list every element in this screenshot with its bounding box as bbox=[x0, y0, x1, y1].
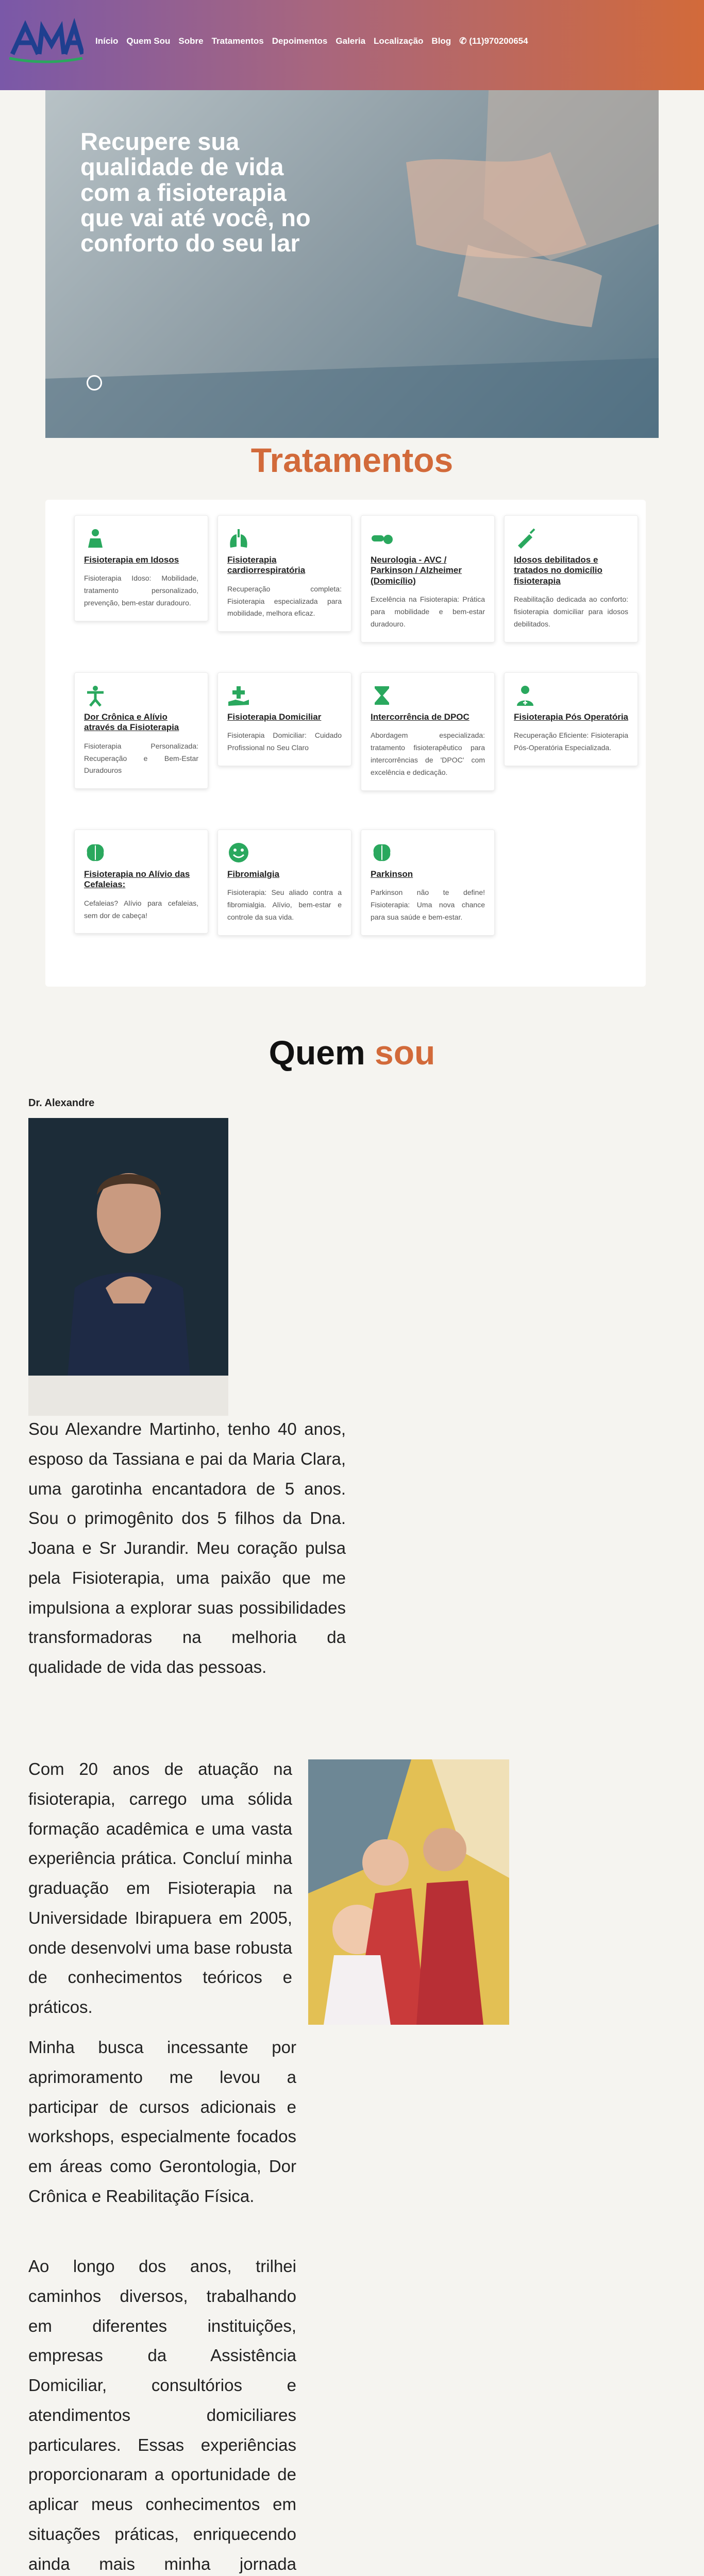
treatment-card[interactable] bbox=[74, 829, 208, 934]
brain-icon bbox=[84, 841, 107, 864]
treatment-title: Dor Crônica e Alívio através da Fisioterapia bbox=[84, 712, 179, 733]
nav-phone-link[interactable] bbox=[459, 36, 528, 46]
nav-item-quem-sou[interactable]: Quem Sou bbox=[126, 36, 171, 46]
treatment-card[interactable] bbox=[361, 672, 495, 791]
treatment-title: Idosos debilitados e tratados no domicílio fisioterapia bbox=[514, 555, 602, 586]
treatment-title: Intercorrência de DPOC bbox=[371, 712, 470, 722]
treatment-card[interactable] bbox=[74, 515, 208, 621]
treatment-card[interactable] bbox=[504, 672, 638, 766]
treatment-title: Fisioterapia Domiciliar bbox=[227, 712, 322, 722]
treatments-panel bbox=[45, 500, 646, 987]
treatment-card[interactable] bbox=[361, 515, 495, 642]
accessibility-icon bbox=[84, 684, 107, 707]
site-header bbox=[0, 0, 704, 90]
treatment-card[interactable] bbox=[217, 829, 351, 936]
treatment-text: Abordagem especializada: tratamento fisioterapêutico para intercorrências de 'DPOC' com excelência e dedicação. bbox=[371, 731, 485, 776]
doctor-portrait-photo bbox=[28, 1118, 228, 1416]
nav-item-depoimentos[interactable]: Depoimentos bbox=[272, 36, 328, 46]
treatment-title: Fisioterapia Pós Operatória bbox=[514, 712, 629, 722]
bio-paragraph: Minha busca incessante por aprimoramento me levou a participar de cursos adicionais e workshops, especialmente focados em áreas como Gerontologia, Dor Crônica e Reabilitação Física. bbox=[28, 2038, 296, 2206]
treatment-text: Cefaleias? Alívio para cefaleias, sem dor de cabeça! bbox=[84, 899, 198, 920]
treatment-text: Reabilitação dedicada ao conforto: fisioterapia domiciliar para idosos debilitados. bbox=[514, 595, 628, 628]
hourglass-icon bbox=[371, 684, 393, 707]
treatment-card[interactable] bbox=[74, 672, 208, 789]
nav-item-localizacao[interactable]: Localização bbox=[374, 36, 424, 46]
treatment-title: Neurologia - AVC / Parkinson / Alzheimer (Domicílio) bbox=[371, 555, 462, 586]
nav-item-blog[interactable]: Blog bbox=[431, 36, 451, 46]
quem-sou-title-part2: sou bbox=[375, 1033, 435, 1072]
user-medical-icon bbox=[514, 684, 537, 707]
family-photo bbox=[308, 1759, 509, 2025]
quem-sou-title-part1: Quem bbox=[269, 1033, 375, 1072]
nav-item-inicio[interactable]: Início bbox=[95, 36, 119, 46]
pills-icon bbox=[371, 527, 393, 550]
treatment-card[interactable] bbox=[217, 515, 351, 632]
treatment-text: Excelência na Fisioterapia: Prática para mobilidade e bem-estar duradouro. bbox=[371, 595, 485, 628]
treatment-card[interactable] bbox=[217, 672, 351, 766]
smile-icon bbox=[227, 841, 250, 864]
tratamentos-title: Tratamentos bbox=[250, 441, 454, 479]
treatment-card[interactable] bbox=[361, 829, 495, 936]
user-icon bbox=[84, 527, 107, 550]
brain-icon bbox=[371, 841, 393, 864]
treatment-title: Fibromialgia bbox=[227, 869, 280, 879]
doctor-name: Dr. Alexandre bbox=[28, 1097, 95, 1109]
treatment-text: Fisioterapia Idoso: Mobilidade, tratamento personalizado, prevenção, bem-estar duradouro. bbox=[84, 574, 198, 607]
main-nav bbox=[95, 36, 528, 46]
treatment-title: Fisioterapia no Alívio das Cefaleias: bbox=[84, 869, 190, 890]
bio-paragraph: Com 20 anos de atuação na fisioterapia, carrego uma sólida formação acadêmica e uma vasta experiência prática. Concluí minha graduação em Fisioterapia na Universidade Ibirapuera em 2005, onde desenvolvi uma base robusta de conhecimentos teóricos e práticos. bbox=[28, 1759, 292, 2016]
treatment-text: Parkinson não te define! Fisioterapia: Uma nova chance para sua saúde e bem-estar. bbox=[371, 888, 485, 921]
phone-icon: ✆ bbox=[459, 36, 467, 46]
treatment-title: Fisioterapia em Idosos bbox=[84, 555, 179, 565]
lungs-icon bbox=[227, 527, 250, 550]
treatment-text: Fisioterapia Personalizada: Recuperação e Bem-Estar Duradouros bbox=[84, 741, 198, 775]
logo-icon[interactable] bbox=[7, 18, 83, 64]
nav-item-tratamentos[interactable]: Tratamentos bbox=[211, 36, 264, 46]
nav-item-galeria[interactable]: Galeria bbox=[336, 36, 366, 46]
treatment-text: Recuperação completa: Fisioterapia especializada para mobilidade, melhora eficaz. bbox=[227, 584, 342, 618]
hand-holding-medical-icon bbox=[227, 684, 250, 707]
treatment-text: Recuperação Eficiente: Fisioterapia Pós-Operatória Especializada. bbox=[514, 731, 628, 752]
treatment-text: Fisioterapia: Seu aliado contra a fibromialgia. Alívio, bem-estar e controle da sua vida. bbox=[227, 888, 342, 921]
bio-paragraph: Ao longo dos anos, trilhei caminhos diversos, trabalhando em diferentes instituições, empresas da Assistência Domiciliar, consultórios e atendimentos domiciliares particulares. Essas experiências proporcionaram a oportunidade de aplicar meus conhecimentos em situações práticas, enriquecendo ainda mais minha jornada bbox=[28, 2257, 296, 2573]
treatment-text: Fisioterapia Domiciliar: Cuidado Profissional no Seu Claro bbox=[227, 731, 342, 752]
treatment-title: Fisioterapia cardiorrespiratória bbox=[227, 555, 306, 575]
slider-dot-icon[interactable] bbox=[87, 375, 102, 391]
syringe-icon bbox=[514, 527, 537, 550]
quem-sou-title bbox=[0, 1033, 704, 1072]
hero-title: Recupere sua qualidade de vida com a fisioterapia que vai até você, no conforto do seu lar bbox=[80, 128, 311, 257]
phone-number: (11)970200654 bbox=[469, 36, 528, 46]
nav-item-sobre[interactable]: Sobre bbox=[178, 36, 204, 46]
treatment-card[interactable] bbox=[504, 515, 638, 642]
hero-banner bbox=[45, 90, 659, 438]
treatment-title: Parkinson bbox=[371, 869, 413, 879]
bio-paragraph: Sou Alexandre Martinho, tenho 40 anos, esposo da Tassiana e pai da Maria Clara, uma garotinha encantadora de 5 anos. Sou o primogênito dos 5 filhos da Dna. Joana e Sr Jurandir. Meu coração pulsa pela Fisioterapia, uma paixão que me impulsiona a explorar suas possibilidades transformadoras na melhoria da qualidade de vida das pessoas. bbox=[28, 1419, 346, 1676]
